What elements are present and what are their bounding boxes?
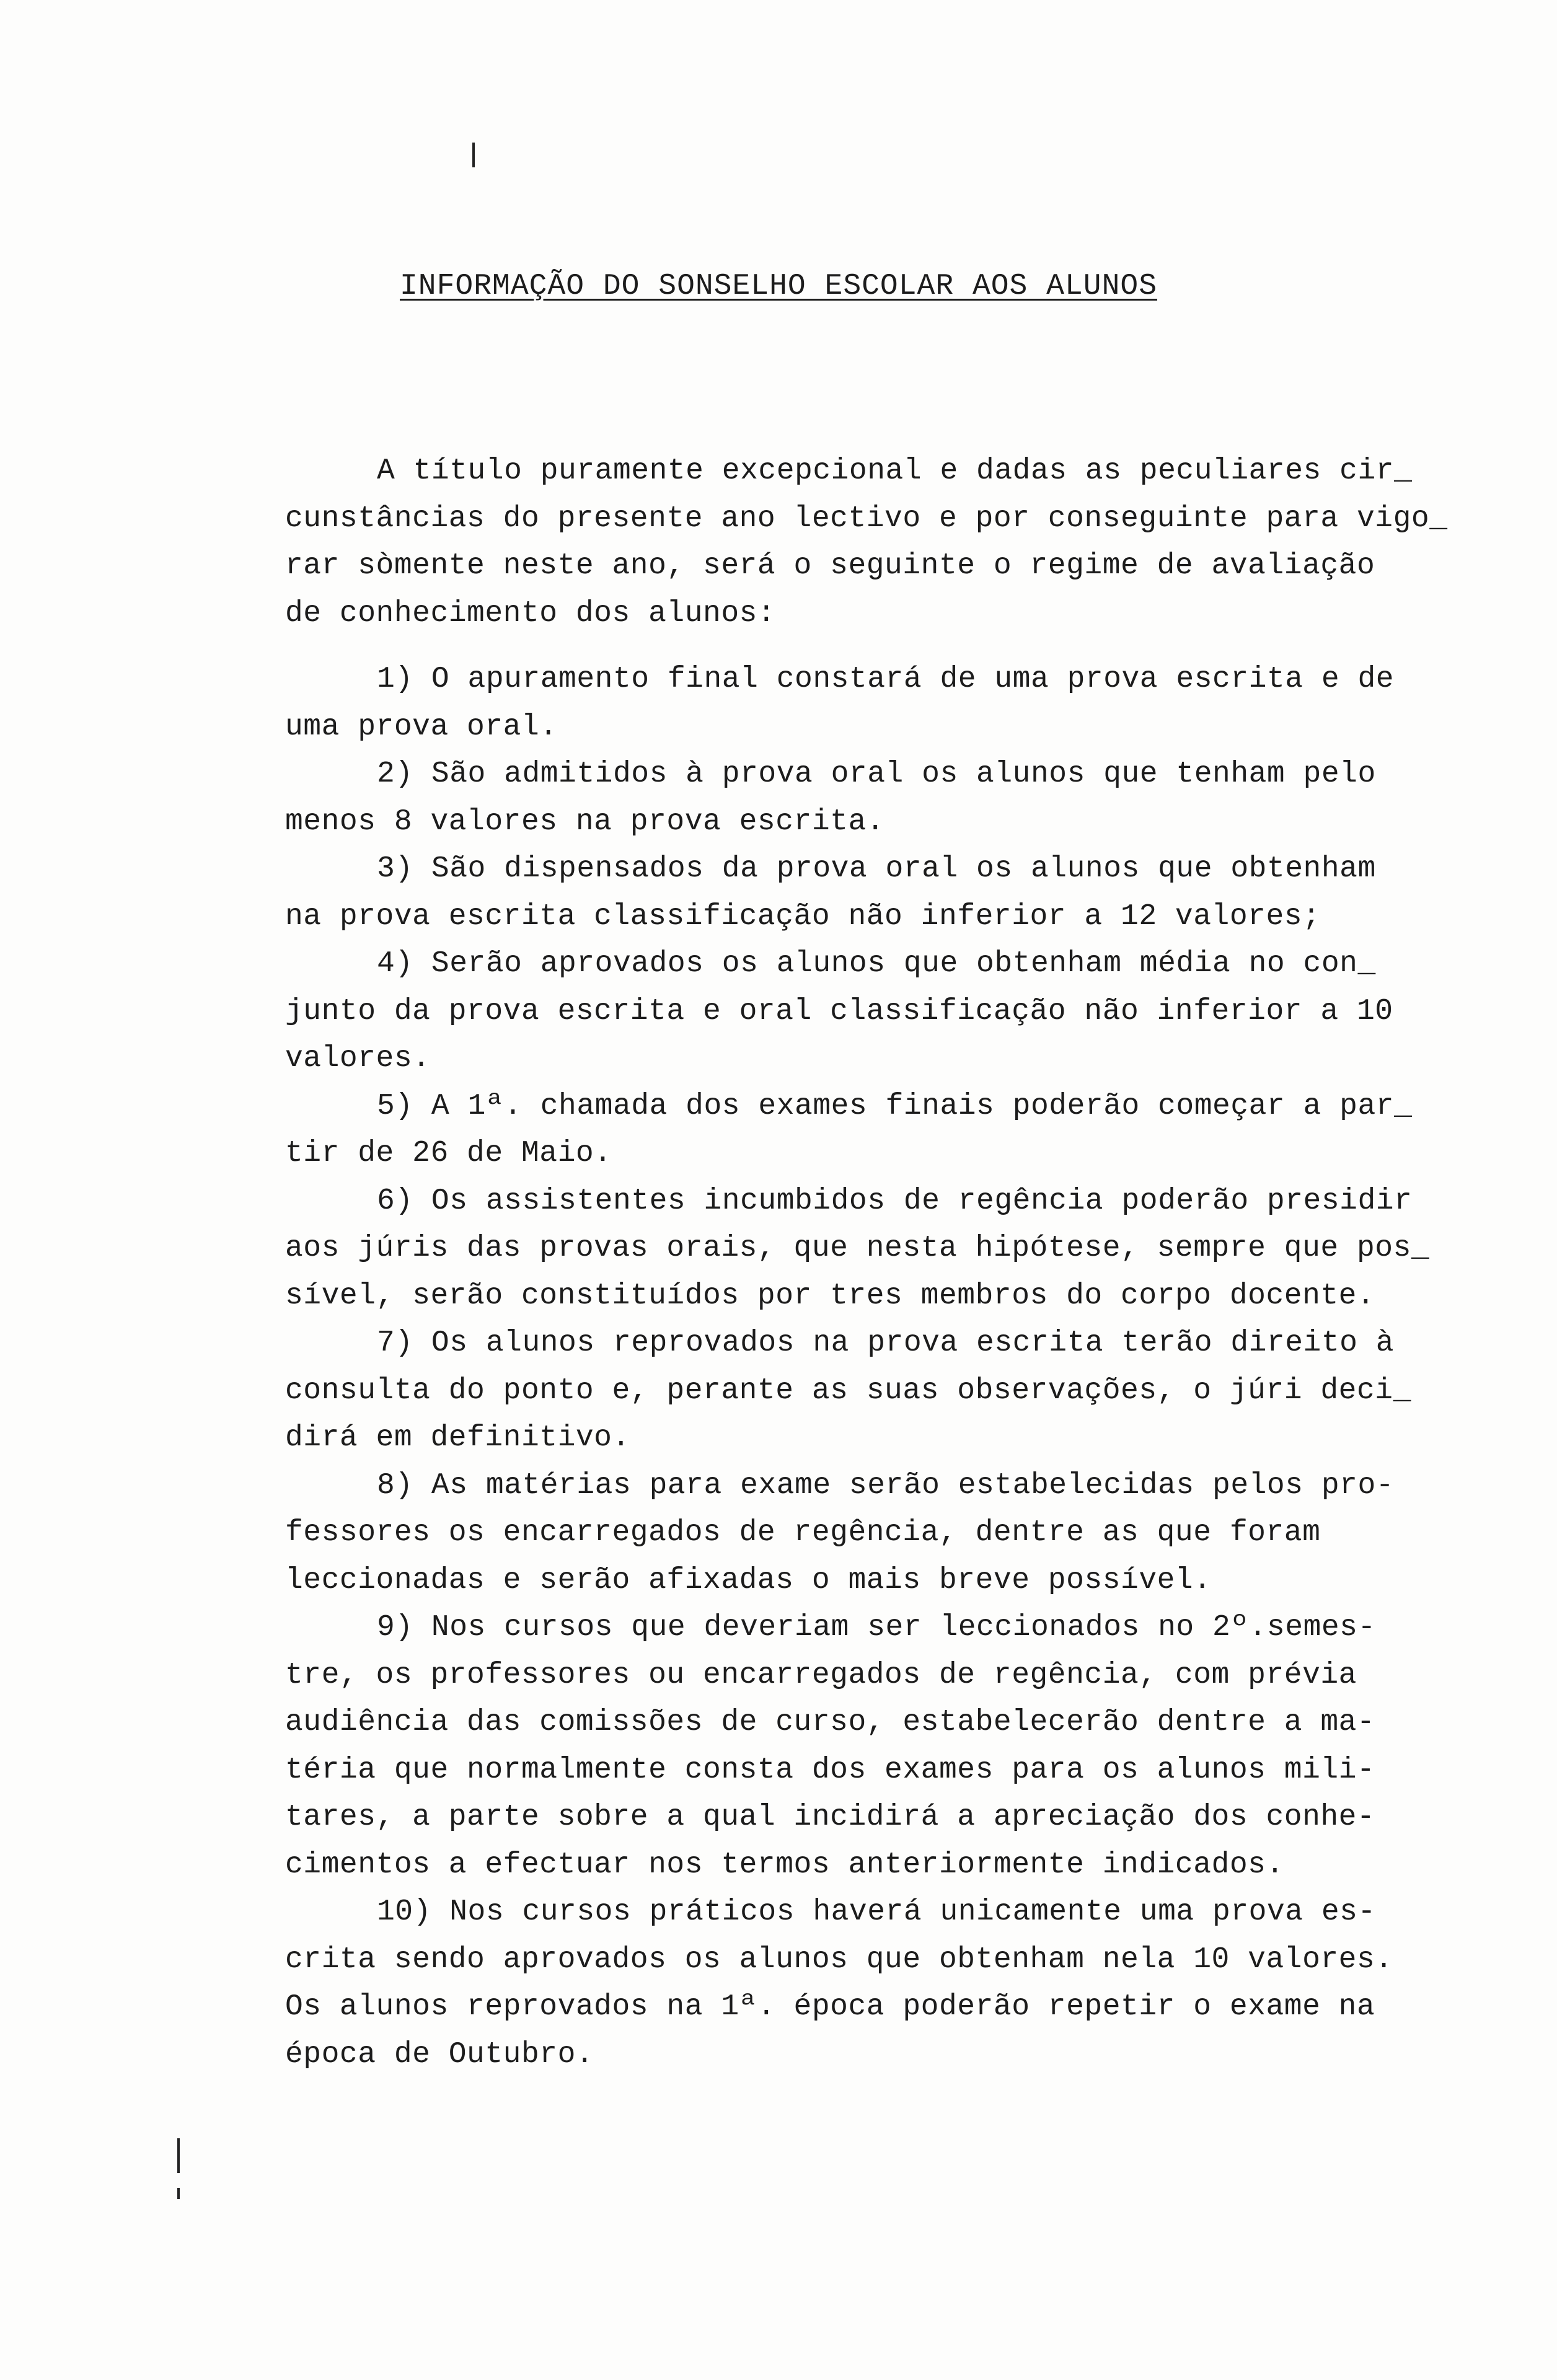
- item-line: junto da prova escrita e oral classificação não inferior a 10: [285, 994, 1393, 1028]
- item-line: crita sendo aprovados os alunos que obtenham nela 10 valores.: [285, 1942, 1393, 1977]
- item-line: 4) Serão aprovados os alunos que obtenham média no con_: [377, 947, 1376, 981]
- numbered-item-10: [285, 1889, 1463, 2078]
- item-line: dirá em definitivo.: [285, 1421, 630, 1455]
- scan-mark-left: [177, 2138, 180, 2173]
- item-line: fessores os encarregados de regência, dentre as que foram: [285, 1516, 1321, 1549]
- item-line: téria que normalmente consta dos exames para os alunos mili-: [285, 1753, 1375, 1787]
- item-line: 6) Os assistentes incumbidos de regência poderão presidir: [377, 1184, 1413, 1218]
- scan-mark-top: [472, 143, 475, 167]
- item-line: Os alunos reprovados na 1ª. época poderão repetir o exame na: [285, 1990, 1375, 2024]
- numbered-item-7: [285, 1320, 1463, 1462]
- item-line: 7) Os alunos reprovados na prova escrita terão direito à: [377, 1326, 1395, 1360]
- numbered-item-4: [285, 940, 1463, 1083]
- numbered-item-2: [285, 751, 1463, 845]
- item-line: cimentos a efectuar nos termos anteriormente indicados.: [285, 1848, 1284, 1882]
- item-line: sível, serão constituídos por tres membros do corpo docente.: [285, 1279, 1375, 1313]
- item-line: 10) Nos cursos práticos haverá unicamente uma prova es-: [377, 1895, 1376, 1929]
- item-line: na prova escrita classificação não inferior a 12 valores;: [285, 899, 1321, 933]
- intro-line: cunstâncias do presente ano lectivo e por conseguinte para vigo_: [285, 501, 1448, 536]
- item-line: 5) A 1ª. chamada dos exames finais poderão começar a par_: [377, 1089, 1413, 1123]
- scan-mark-left-small: [177, 2188, 180, 2199]
- item-line: audiência das comissões de curso, estabelecerão dentre a ma-: [285, 1706, 1375, 1739]
- item-line: tre, os professores ou encarregados de regência, com prévia: [285, 1658, 1357, 1692]
- item-line: menos 8 valores na prova escrita.: [285, 804, 885, 839]
- item-line: aos júris das provas orais, que nesta hipótese, sempre que pos_: [285, 1232, 1430, 1265]
- document-title: INFORMAÇÃO DO SONSELHO ESCOLAR AOS ALUNOS: [400, 270, 1157, 303]
- item-line: 1) O apuramento final constará de uma prova escrita e de: [377, 663, 1395, 696]
- numbered-item-6: [285, 1178, 1463, 1320]
- numbered-item-3: [285, 845, 1463, 940]
- intro-line: de conhecimento dos alunos:: [285, 596, 776, 630]
- item-line: consulta do ponto e, perante as suas observações, o júri deci_: [285, 1373, 1411, 1408]
- item-line: 2) São admitidos à prova oral os alunos que tenham pelo: [377, 757, 1376, 791]
- intro-line: A título puramente excepcional e dadas as peculiares cir_: [377, 454, 1413, 488]
- item-line: valores.: [285, 1042, 431, 1075]
- document-body: [285, 447, 1463, 2078]
- intro-line: rar sòmente neste ano, será o seguinte o regime de avaliação: [285, 549, 1375, 583]
- item-line: 3) São dispensados da prova oral os alunos que obtenham: [377, 852, 1376, 886]
- numbered-item-5: [285, 1083, 1463, 1178]
- intro-paragraph: [285, 447, 1463, 637]
- item-line: 9) Nos cursos que deveriam ser leccionados no 2º.semes-: [377, 1611, 1376, 1644]
- item-line: época de Outubro.: [285, 2037, 594, 2071]
- item-line: uma prova oral.: [285, 710, 558, 744]
- item-line: leccionadas e serão afixadas o mais breve possível.: [285, 1563, 1212, 1597]
- item-line: tares, a parte sobre a qual incidirá a apreciação dos conhe-: [285, 1800, 1375, 1834]
- numbered-item-9: [285, 1604, 1463, 1889]
- numbered-item-8: [285, 1462, 1463, 1605]
- numbered-item-1: [285, 656, 1463, 751]
- item-line: tir de 26 de Maio.: [285, 1137, 612, 1170]
- item-line: 8) As matérias para exame serão estabelecidas pelos pro-: [377, 1468, 1395, 1502]
